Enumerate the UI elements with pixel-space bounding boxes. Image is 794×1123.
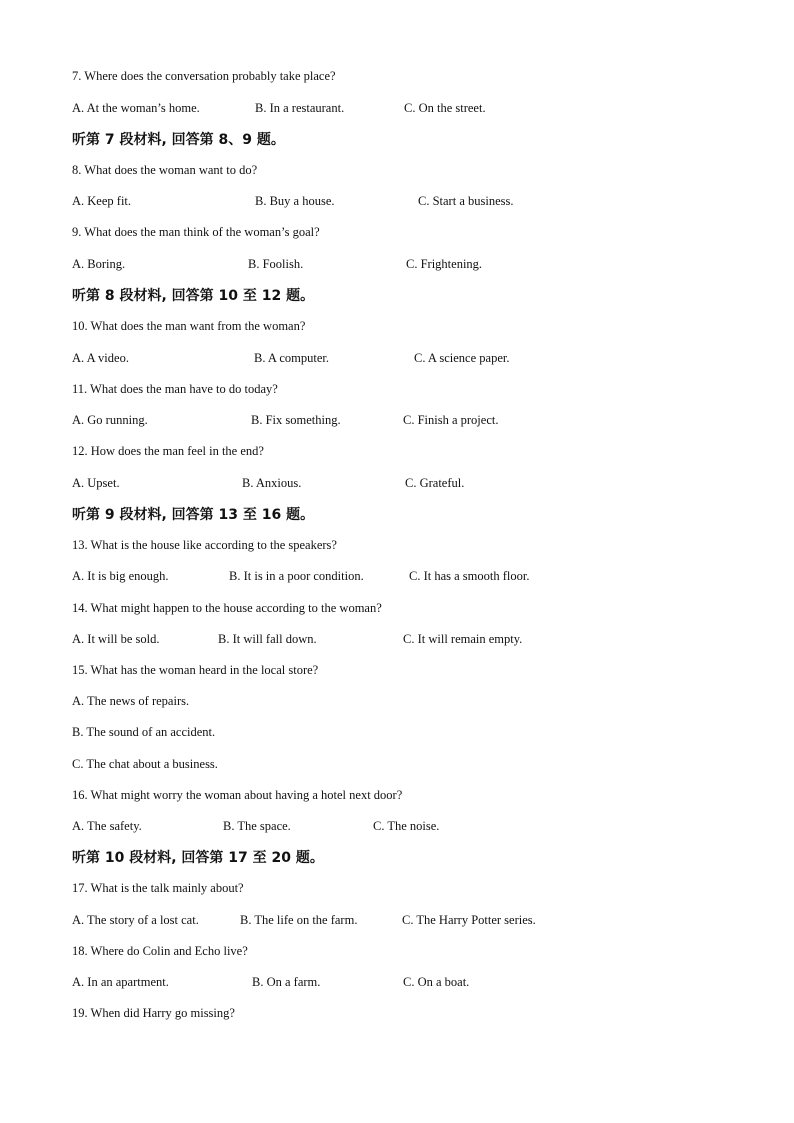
answer-option-a: A. Keep fit. [72, 194, 132, 208]
answer-option-a: A. In an apartment. [72, 975, 169, 989]
answer-option-c: C. It will remain empty. [403, 632, 523, 646]
answer-options-row [72, 631, 772, 647]
answer-option-c: C. On the street. [404, 101, 486, 115]
answer-option-a: A. Go running. [72, 413, 148, 427]
answer-option-a: A. It is big enough. [72, 569, 169, 583]
answer-options-row [72, 568, 772, 584]
answer-option-a: A. At the woman’s home. [72, 101, 200, 115]
answer-option-a: A. Upset. [72, 476, 120, 490]
answer-options-row [72, 412, 772, 428]
question-text: C. The chat about a business. [72, 757, 218, 771]
answer-option-b: B. Foolish. [248, 257, 304, 271]
answer-option-c: C. A science paper. [414, 351, 510, 365]
answer-option-c: C. Finish a project. [403, 413, 499, 427]
answer-option-c: C. Frightening. [406, 257, 483, 271]
answer-option-b: B. Buy a house. [255, 194, 335, 208]
question-text: A. The news of repairs. [72, 694, 190, 708]
answer-option-b: B. Anxious. [242, 476, 302, 490]
question-text: 16. What might worry the woman about having a hotel next door? [72, 788, 403, 802]
answer-option-b: B. In a restaurant. [255, 101, 345, 115]
answer-options-row [72, 256, 772, 272]
question-text: 8. What does the woman want to do? [72, 163, 258, 177]
answer-option-b: B. Fix something. [251, 413, 341, 427]
question-text: 17. What is the talk mainly about? [72, 881, 244, 895]
question-text: 11. What does the man have to do today? [72, 382, 278, 396]
answer-option-b: B. On a farm. [252, 975, 321, 989]
answer-options-row [72, 193, 772, 209]
answer-options-row [72, 350, 772, 366]
answer-option-b: B. The life on the farm. [240, 913, 358, 927]
question-text: 14. What might happen to the house according to the woman? [72, 601, 382, 615]
section-heading: 听第 8 段材料, 回答第 10 至 12 题。 [72, 288, 315, 304]
answer-option-a: A. A video. [72, 351, 129, 365]
answer-option-b: B. It will fall down. [218, 632, 317, 646]
answer-option-c: C. On a boat. [403, 975, 470, 989]
section-heading: 听第 9 段材料, 回答第 13 至 16 题。 [72, 507, 315, 523]
answer-option-c: C. Start a business. [418, 194, 514, 208]
answer-option-b: B. The space. [223, 819, 291, 833]
answer-option-a: A. Boring. [72, 257, 126, 271]
question-text: 18. Where do Colin and Echo live? [72, 944, 248, 958]
answer-option-a: A. The safety. [72, 819, 142, 833]
question-text: 13. What is the house like according to the speakers? [72, 538, 337, 552]
question-text: 12. How does the man feel in the end? [72, 444, 264, 458]
answer-option-a: A. It will be sold. [72, 632, 160, 646]
answer-options-row [72, 100, 772, 116]
answer-option-b: B. It is in a poor condition. [229, 569, 364, 583]
answer-option-b: B. A computer. [254, 351, 329, 365]
answer-options-row [72, 818, 772, 834]
section-heading: 听第 7 段材料, 回答第 8、9 题。 [72, 132, 285, 148]
question-text: 15. What has the woman heard in the local store? [72, 663, 319, 677]
answer-option-c: C. Grateful. [405, 476, 465, 490]
section-heading: 听第 10 段材料, 回答第 17 至 20 题。 [72, 850, 324, 866]
answer-options-row [72, 974, 772, 990]
answer-option-c: C. It has a smooth floor. [409, 569, 530, 583]
question-text: 9. What does the man think of the woman’s goal? [72, 225, 320, 239]
question-text: 10. What does the man want from the woman? [72, 319, 306, 333]
answer-options-row [72, 912, 772, 928]
question-text: 7. Where does the conversation probably take place? [72, 69, 336, 83]
answer-options-row [72, 475, 772, 491]
answer-option-c: C. The Harry Potter series. [402, 913, 536, 927]
question-text: 19. When did Harry go missing? [72, 1006, 235, 1020]
question-text: B. The sound of an accident. [72, 725, 216, 739]
answer-option-a: A. The story of a lost cat. [72, 913, 199, 927]
answer-option-c: C. The noise. [373, 819, 440, 833]
